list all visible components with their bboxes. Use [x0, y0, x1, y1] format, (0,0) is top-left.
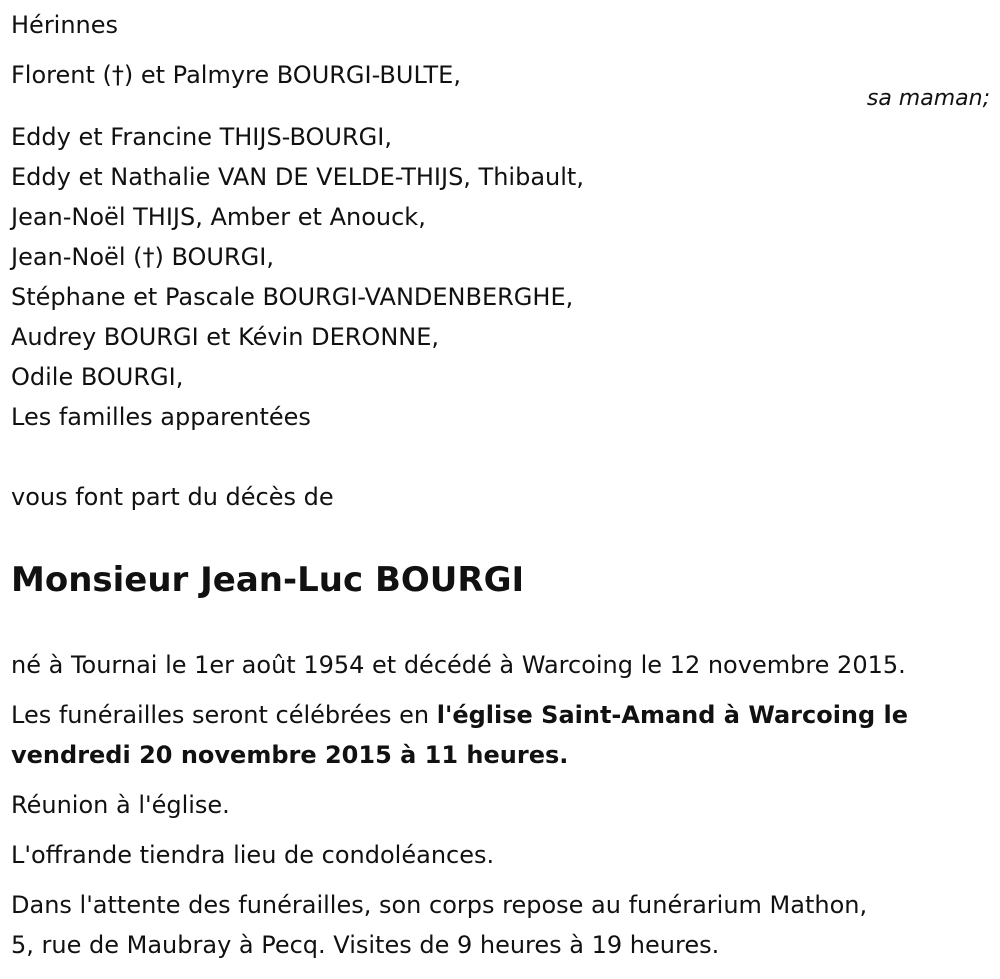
birth-death-line: né à Tournai le 1er août 1954 et décédé à Warcoing le 12 novembre 2015.: [11, 651, 906, 679]
visitation-line-2: 5, rue de Maubray à Pecq. Visites de 9 heures à 19 heures.: [11, 931, 720, 959]
funeral-intro: Les funérailles seront célébrées en: [11, 701, 437, 729]
family-member-6: Audrey BOURGI et Kévin DERONNE,: [11, 323, 440, 351]
funeral-line-1: [11, 700, 908, 730]
mother-line: Florent (†) et Palmyre BOURGI-BULTE,: [11, 61, 461, 89]
mother-relation: sa maman;: [866, 86, 990, 111]
announcement-line: vous font part du décès de: [11, 483, 334, 511]
funeral-place: l'église Saint-Amand à Warcoing le: [436, 701, 909, 729]
family-member-7: Odile BOURGI,: [11, 363, 184, 391]
family-member-8: Les familles apparentées: [11, 403, 311, 431]
deceased-name: Monsieur Jean-Luc BOURGI: [11, 560, 525, 600]
family-member-3: Jean-Noël THIJS, Amber et Anouck,: [11, 203, 426, 231]
family-member-4: Jean-Noël (†) BOURGI,: [11, 243, 274, 271]
family-member-2: Eddy et Nathalie VAN DE VELDE-THIJS, Thibault,: [11, 163, 584, 191]
family-member-1: Eddy et Francine THIJS-BOURGI,: [11, 123, 392, 151]
family-member-5: Stéphane et Pascale BOURGI-VANDENBERGHE,: [11, 283, 574, 311]
funeral-date: vendredi 20 novembre 2015 à 11 heures.: [11, 741, 569, 769]
location-line: Hérinnes: [11, 11, 119, 39]
offering-line: L'offrande tiendra lieu de condoléances.: [11, 841, 495, 869]
visitation-line-1: Dans l'attente des funérailles, son corps repose au funérarium Mathon,: [11, 891, 868, 919]
meeting-line: Réunion à l'église.: [11, 791, 230, 819]
